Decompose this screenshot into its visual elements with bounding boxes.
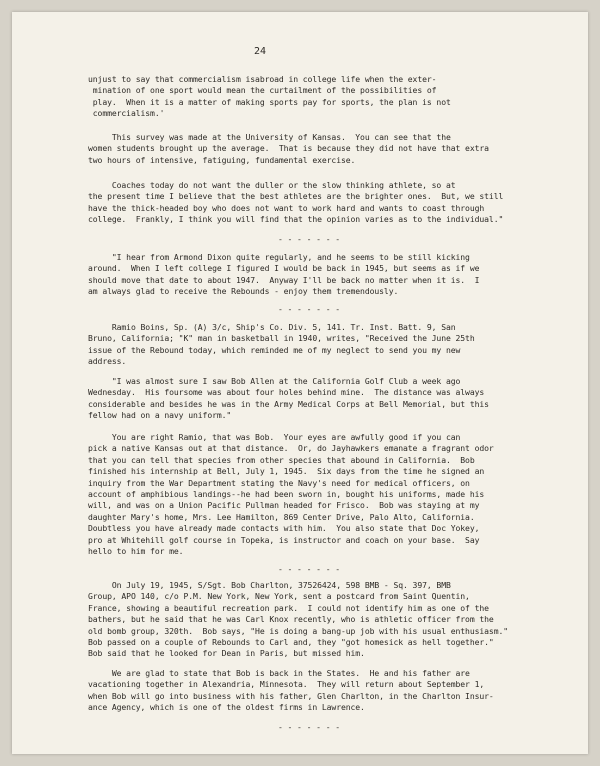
paragraph-commercialism: unjust to say that commercialism isabroad in college life when the exter- mination of one sport would mean the curtailment of the possibilities of play. When it is a matter of making sports pay for sports, the plan is not commercialism.' xyxy=(88,74,451,119)
page-number: 24 xyxy=(254,46,267,57)
section-separator: - - - - - - - xyxy=(277,564,341,574)
paragraph-dixon: "I hear from Armond Dixon quite regularly, and he seems to be still kicking around. When I left college I figured I would be back in 1945, but seems as if we should move that date to about 1947. Anyway I'll be back no matter when it is. I am always glad to receive the Rebounds - enjoy them tremendously. xyxy=(88,252,480,297)
section-separator: - - - - - - - xyxy=(277,722,341,732)
paragraph-reply-ramio: You are right Ramio, that was Bob. Your eyes are awfully good if you can pick a native Kansas out at that distance. Or, do Jayhawkers emanate a fragrant odor that you can tell that species from other species that abound in California. Bob finished his internship at Bell, July 1, 1945. Six days from the time he signed an inquiry from the War Department stating the Navy's need for medical officers, on account of amphibious landings--he had been sworn in, bought his uniforms, made his will, and was on a Union Pacific Pullman headed for Frisco. Bob was staying at my daughter Mary's home, Mrs. Lee Hamilton, 869 Center Drive, Palo Alto, California. Doubtless you have already made contacts with him. You also state that Doc Yokey, pro at Whitehill golf course in Topeka, is instructor and coach on your base. Say hello to him for me. xyxy=(88,432,494,557)
section-separator: - - - - - - - xyxy=(277,234,341,244)
paragraph-bob-allen: "I was almost sure I saw Bob Allen at the California Golf Club a week ago Wednesday. His foursome was about four holes behind mine. The distance was always considerable and besides he was in the Army Medical Corps at Bell Memorial, but this fellow had on a navy uniform." xyxy=(88,376,489,421)
document-page xyxy=(12,12,588,754)
section-separator: - - - - - - - xyxy=(277,304,341,314)
paragraph-survey: This survey was made at the University of Kansas. You can see that the women students brought up the average. That is because they did not have that extra two hours of intensive, fatiguing, fundamental exercise. xyxy=(88,132,489,165)
paragraph-charlton: On July 19, 1945, S/Sgt. Bob Charlton, 37526424, 598 BMB - Sq. 397, BMB Group, APO 140, c/o P.M. New York, New York, sent a postcard from Saint Quentin, France, showing a beautiful recreation park. I could not identify him as one of the bathers, but he said that he was Carl Knox recently, who is athletic officer from the old bomb group, 320th. Bob says, "He is doing a bang-up job with his usual enthusiasm." Bob passed on a couple of Rebounds to Carl and, they "got homesick as hell together." Bob said that he looked for Dean in Paris, but missed him. xyxy=(88,580,509,659)
paragraph-charlton-return: We are glad to state that Bob is back in the States. He and his father are vacationing together in Alexandria, Minnesota. They will return about September 1, when Bob will go into business with his father, Glen Charlton, in the Charlton Insur- ance Agency, which is one of the oldest firms in Lawrence. xyxy=(88,668,494,713)
paragraph-ramio-boins: Ramio Boins, Sp. (A) 3/c, Ship's Co. Div. 5, 141. Tr. Inst. Batt. 9, San Bruno, California; "K" man in basketball in 1940, writes, "Received the June 25th issue of the Rebound today, which reminded me of my neglect to send you my new address. xyxy=(88,322,475,367)
paragraph-coaches: Coaches today do not want the duller or the slow thinking athlete, so at the present time I believe that the best athletes are the brighter ones. But, we still have the thick-headed boy who does not want to work hard and wants to coast through college. Frankly, I think you will find that the opinion varies as to the individual." xyxy=(88,180,504,225)
